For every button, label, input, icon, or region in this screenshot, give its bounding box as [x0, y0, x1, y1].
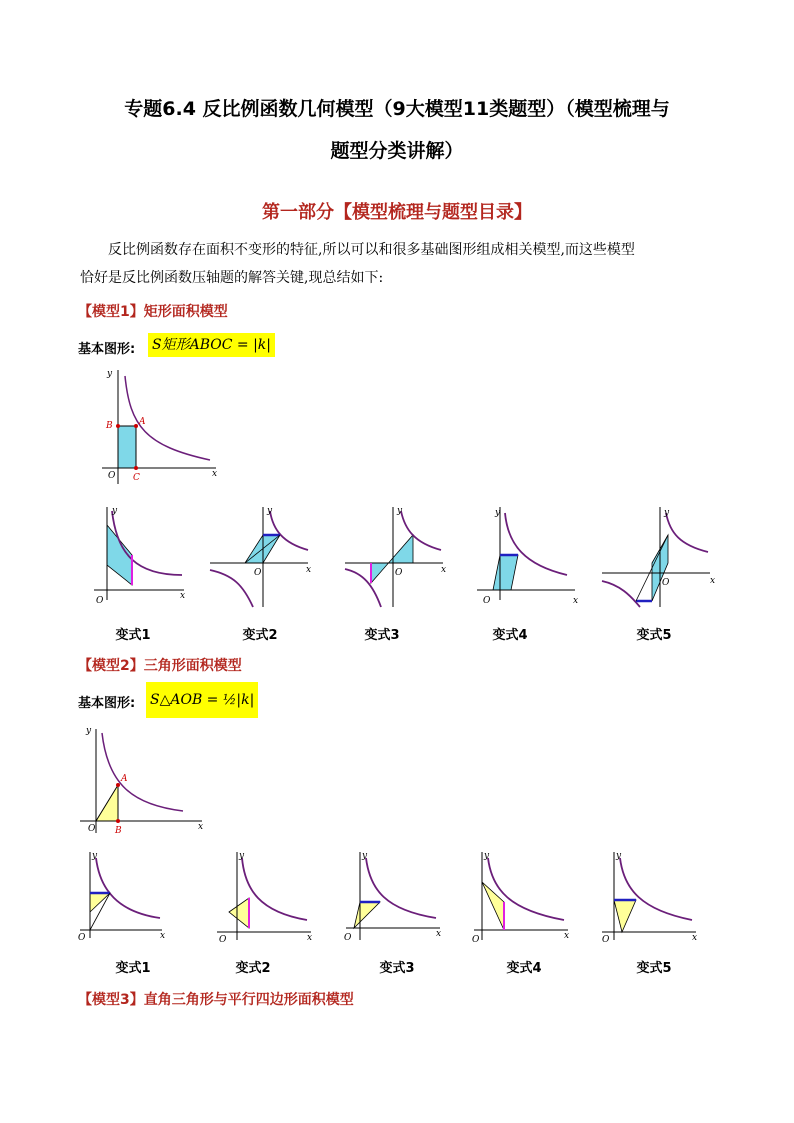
model2-variant1-figure: [78, 850, 168, 945]
model2-variant2-figure: [215, 850, 315, 945]
v5-label-o: O: [662, 578, 670, 588]
model2-caption-3: 变式3: [379, 961, 415, 976]
m2v3-label-x: x: [436, 929, 442, 939]
m2-label-y: y: [86, 726, 92, 736]
model1-variant1-figure: [92, 505, 192, 605]
m2v4-label-x: x: [564, 931, 570, 941]
v2-label-y: y: [267, 506, 273, 516]
m2v2-label-y: y: [239, 851, 245, 861]
doc-title-line1: 专题6.4 反比例函数几何模型（9大模型11类题型）（模型梳理与: [124, 98, 670, 120]
model1-variant2-figure: [208, 505, 318, 610]
model2-formula: S△AOB = ½|k|: [146, 682, 258, 718]
m2v5-label-o: O: [602, 935, 610, 945]
v2-label-x: x: [306, 565, 312, 575]
model1-variant3-figure: [343, 505, 453, 610]
model1-caption-2: 变式2: [242, 628, 278, 643]
model1-caption-3: 变式3: [364, 628, 400, 643]
model1-basic-label: 基本图形:: [78, 342, 136, 357]
m2v4-label-y: y: [484, 851, 490, 861]
model1-caption-4: 变式4: [492, 628, 528, 643]
m2-label-a: A: [121, 774, 128, 784]
m2-label-b: B: [115, 826, 122, 836]
model2-basic-label: 基本图形:: [78, 696, 136, 711]
label-b: B: [106, 421, 113, 431]
v2-label-o: O: [254, 568, 262, 578]
model1-caption-5: 变式5: [636, 628, 672, 643]
v5-label-x: x: [710, 576, 716, 586]
v1-label-y: y: [112, 506, 118, 516]
v4-label-o: O: [483, 596, 491, 606]
v3-label-y: y: [397, 506, 403, 516]
m2v1-label-x: x: [160, 931, 166, 941]
model2-basic-figure: [78, 725, 208, 835]
model3-heading: 【模型3】直角三角形与平行四边形面积模型: [78, 992, 354, 1008]
m2v3-label-y: y: [362, 851, 368, 861]
v1-label-x: x: [180, 591, 186, 601]
v5-label-y: y: [664, 508, 670, 518]
model1-variant5-figure: [600, 505, 720, 610]
m2-label-x: x: [198, 822, 204, 832]
m2v1-label-y: y: [92, 851, 98, 861]
section-heading: 第一部分【模型梳理与题型目录】: [262, 202, 532, 223]
label-o: O: [108, 471, 116, 481]
doc-title-line2: 题型分类讲解）: [330, 140, 464, 162]
model1-formula: S矩形ABOC = |k|: [148, 333, 275, 357]
model2-caption-4: 变式4: [506, 961, 542, 976]
model1-variant4-figure: [475, 505, 585, 610]
intro-paragraph: [80, 236, 730, 292]
m2v3-label-o: O: [344, 933, 352, 943]
model1-heading: 【模型1】矩形面积模型: [78, 304, 228, 320]
intro-line1: 反比例函数存在面积不变形的特征,所以可以和很多基础图形组成相关模型,而这些模型: [108, 242, 635, 258]
label-y: y: [107, 369, 113, 379]
model2-variant4-figure: [472, 850, 572, 945]
v4-label-x: x: [573, 596, 579, 606]
model2-caption-5: 变式5: [636, 961, 672, 976]
m2v2-label-o: O: [219, 935, 227, 945]
model1-caption-1: 变式1: [115, 628, 151, 643]
m2v4-label-o: O: [472, 935, 480, 945]
m2v2-label-x: x: [307, 933, 313, 943]
m2v1-label-o: O: [78, 933, 86, 943]
v3-label-x: x: [441, 565, 447, 575]
model2-variant3-figure: [344, 850, 444, 945]
model1-basic-figure: [100, 366, 225, 486]
label-c: C: [133, 473, 140, 483]
intro-line2: 恰好是反比例函数压轴题的解答关键,现总结如下:: [80, 270, 384, 286]
m2v5-label-y: y: [616, 851, 622, 861]
label-x: x: [212, 469, 218, 479]
m2v5-label-x: x: [692, 933, 698, 943]
model2-caption-1: 变式1: [115, 961, 151, 976]
v3-label-o: O: [395, 568, 403, 578]
model2-caption-2: 变式2: [235, 961, 271, 976]
model2-heading: 【模型2】三角形面积模型: [78, 658, 242, 674]
label-a: A: [139, 417, 146, 427]
m2-label-o: O: [88, 824, 96, 834]
model2-variant5-figure: [600, 850, 700, 945]
v4-label-y: y: [495, 508, 501, 518]
v1-label-o: O: [96, 596, 104, 606]
